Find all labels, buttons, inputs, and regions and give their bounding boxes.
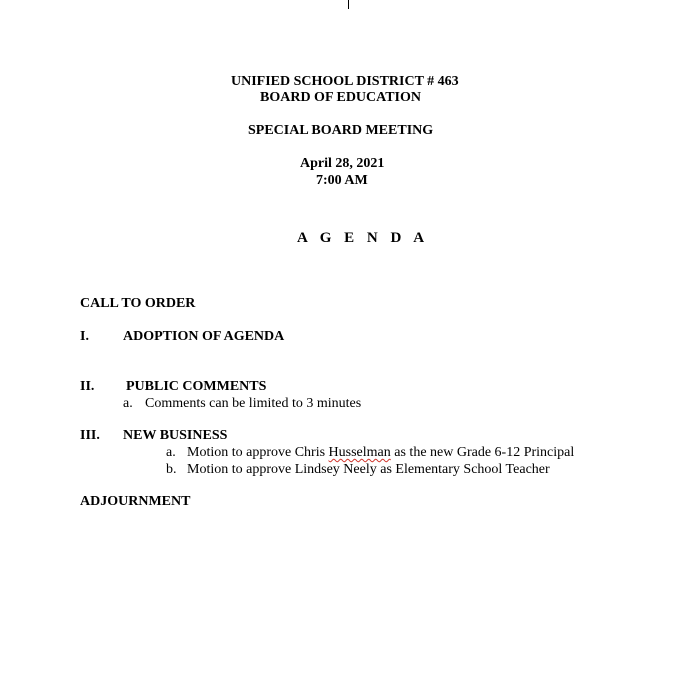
motion-text-after: as the new Grade 6-12 Principal	[390, 445, 575, 460]
meeting-type: SPECIAL BOARD MEETING	[248, 123, 434, 138]
public-comments-sub-a-text: Comments can be limited to 3 minutes	[145, 396, 362, 411]
public-comments-sub-a-marker: a.	[123, 396, 133, 411]
adjournment-heading: ADJOURNMENT	[80, 494, 191, 509]
board-title: BOARD OF EDUCATION	[260, 90, 422, 105]
new-business-sub-b-text: Motion to approve Lindsey Neely as Elementary School Teacher	[187, 462, 550, 477]
motion-text-before: Motion to approve Chris	[187, 445, 329, 460]
section-numeral-ii: II.	[80, 379, 95, 394]
new-business-sub-b-marker: b.	[166, 462, 177, 477]
district-title: UNIFIED SCHOOL DISTRICT # 463	[231, 74, 459, 89]
adoption-heading: ADOPTION OF AGENDA	[123, 329, 285, 344]
section-numeral-i: I.	[80, 329, 89, 344]
new-business-sub-a-text	[187, 445, 574, 461]
meeting-date: April 28, 2021	[300, 156, 385, 171]
call-to-order-heading: CALL TO ORDER	[80, 296, 196, 311]
new-business-sub-a-marker: a.	[166, 445, 176, 460]
text-cursor	[348, 0, 349, 9]
spellcheck-highlighted-word: Husselman	[328, 445, 391, 460]
meeting-time: 7:00 AM	[316, 173, 368, 188]
public-comments-heading: PUBLIC COMMENTS	[126, 379, 267, 394]
agenda-title: A G E N D A	[297, 230, 429, 246]
new-business-heading: NEW BUSINESS	[123, 428, 228, 443]
section-numeral-iii: III.	[80, 428, 100, 443]
